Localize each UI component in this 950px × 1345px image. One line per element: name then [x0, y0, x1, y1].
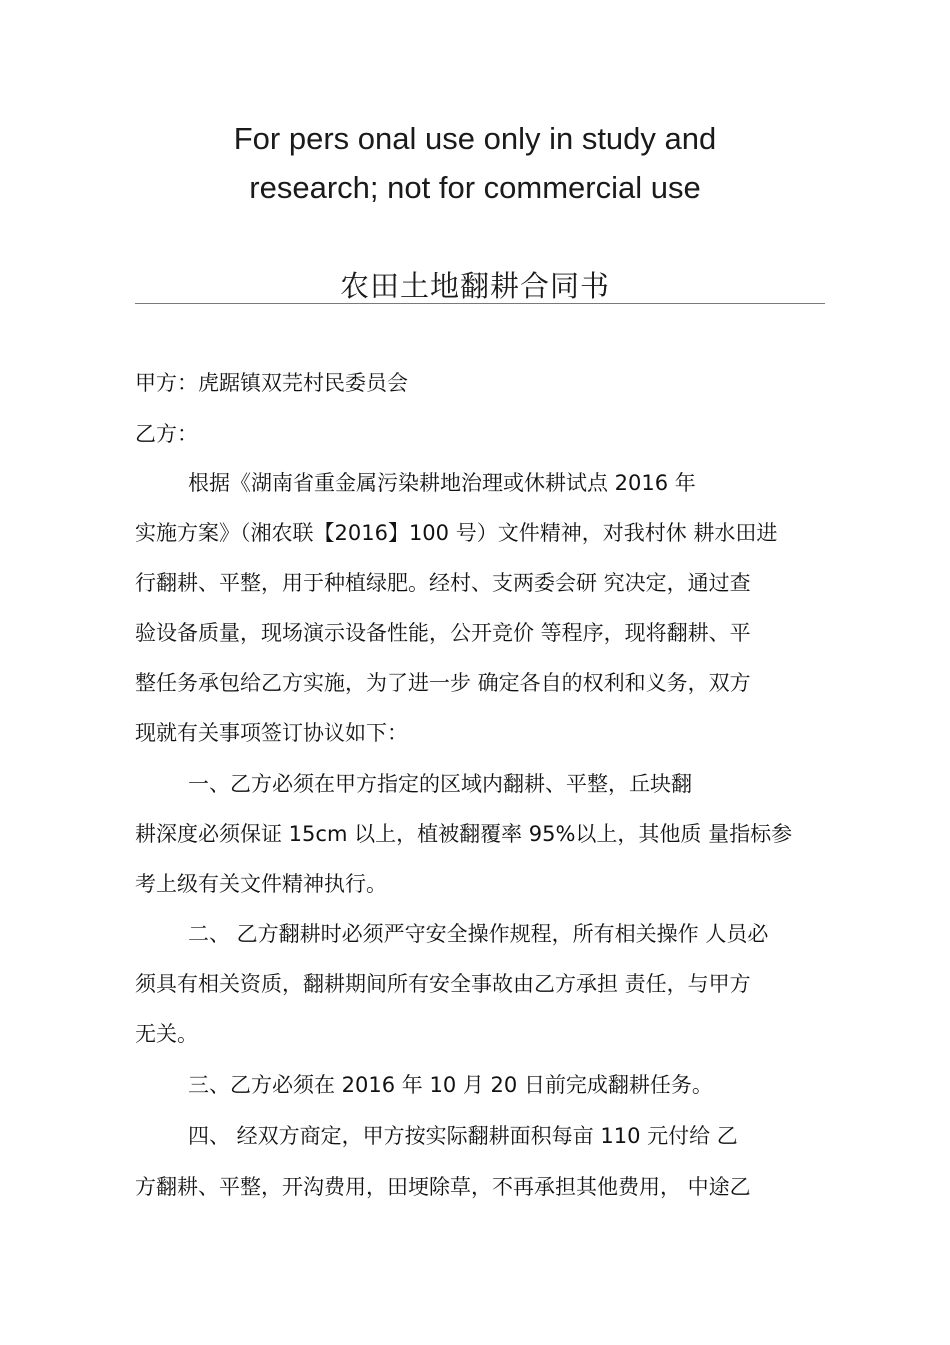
body-line: 实施方案》（湘农联【2016】100 号）文件精神，对我村休 耕水田进: [135, 521, 778, 545]
clause-1-line: 耕深度必须保证 15cm 以上，植被翻覆率 95%以上，其他质 量指标参: [135, 822, 793, 846]
party-b-line: 乙方：: [135, 422, 198, 446]
body-line: 行翻耕、平整，用于种植绿肥。经村、支两委会研 究决定，通过查: [135, 571, 751, 595]
clause-1-line: 考上级有关文件精神执行。: [135, 872, 387, 896]
title-divider: [135, 303, 825, 304]
clause-4-line: 四、 经双方商定，甲方按实际翻耕面积每亩 110 元付给 乙: [188, 1124, 738, 1148]
body-line: 整任务承包给乙方实施，为了进一步 确定各自的权利和义务，双方: [135, 671, 751, 695]
clause-1-line: 一、乙方必须在甲方指定的区域内翻耕、平整，丘块翻: [188, 772, 692, 796]
clause-4-line: 方翻耕、平整，开沟费用，田埂除草，不再承担其他费用， 中途乙: [135, 1175, 751, 1199]
usage-notice-line-2: research; not for commercial use: [249, 170, 701, 205]
body-line: 验设备质量，现场演示设备性能，公开竞价 等程序，现将翻耕、平: [135, 621, 751, 645]
body-line: 现就有关事项签订协议如下：: [135, 721, 408, 745]
body-line: 根据《湖南省重金属污染耕地治理或休耕试点 2016 年: [188, 471, 696, 495]
usage-notice-line-1: For pers onal use only in study and: [233, 121, 717, 156]
clause-3-line: 三、乙方必须在 2016 年 10 月 20 日前完成翻耕任务。: [188, 1073, 713, 1097]
clause-2-line: 二、 乙方翻耕时必须严守安全操作规程，所有相关操作 人员必: [188, 922, 769, 946]
clause-2-line: 无关。: [135, 1022, 198, 1046]
party-a-line: 甲方：虎踞镇双芫村民委员会: [135, 371, 408, 395]
contract-title: 农田土地翻耕合同书: [339, 269, 610, 303]
clause-2-line: 须具有相关资质，翻耕期间所有安全事故由乙方承担 责任，与甲方: [135, 972, 751, 996]
